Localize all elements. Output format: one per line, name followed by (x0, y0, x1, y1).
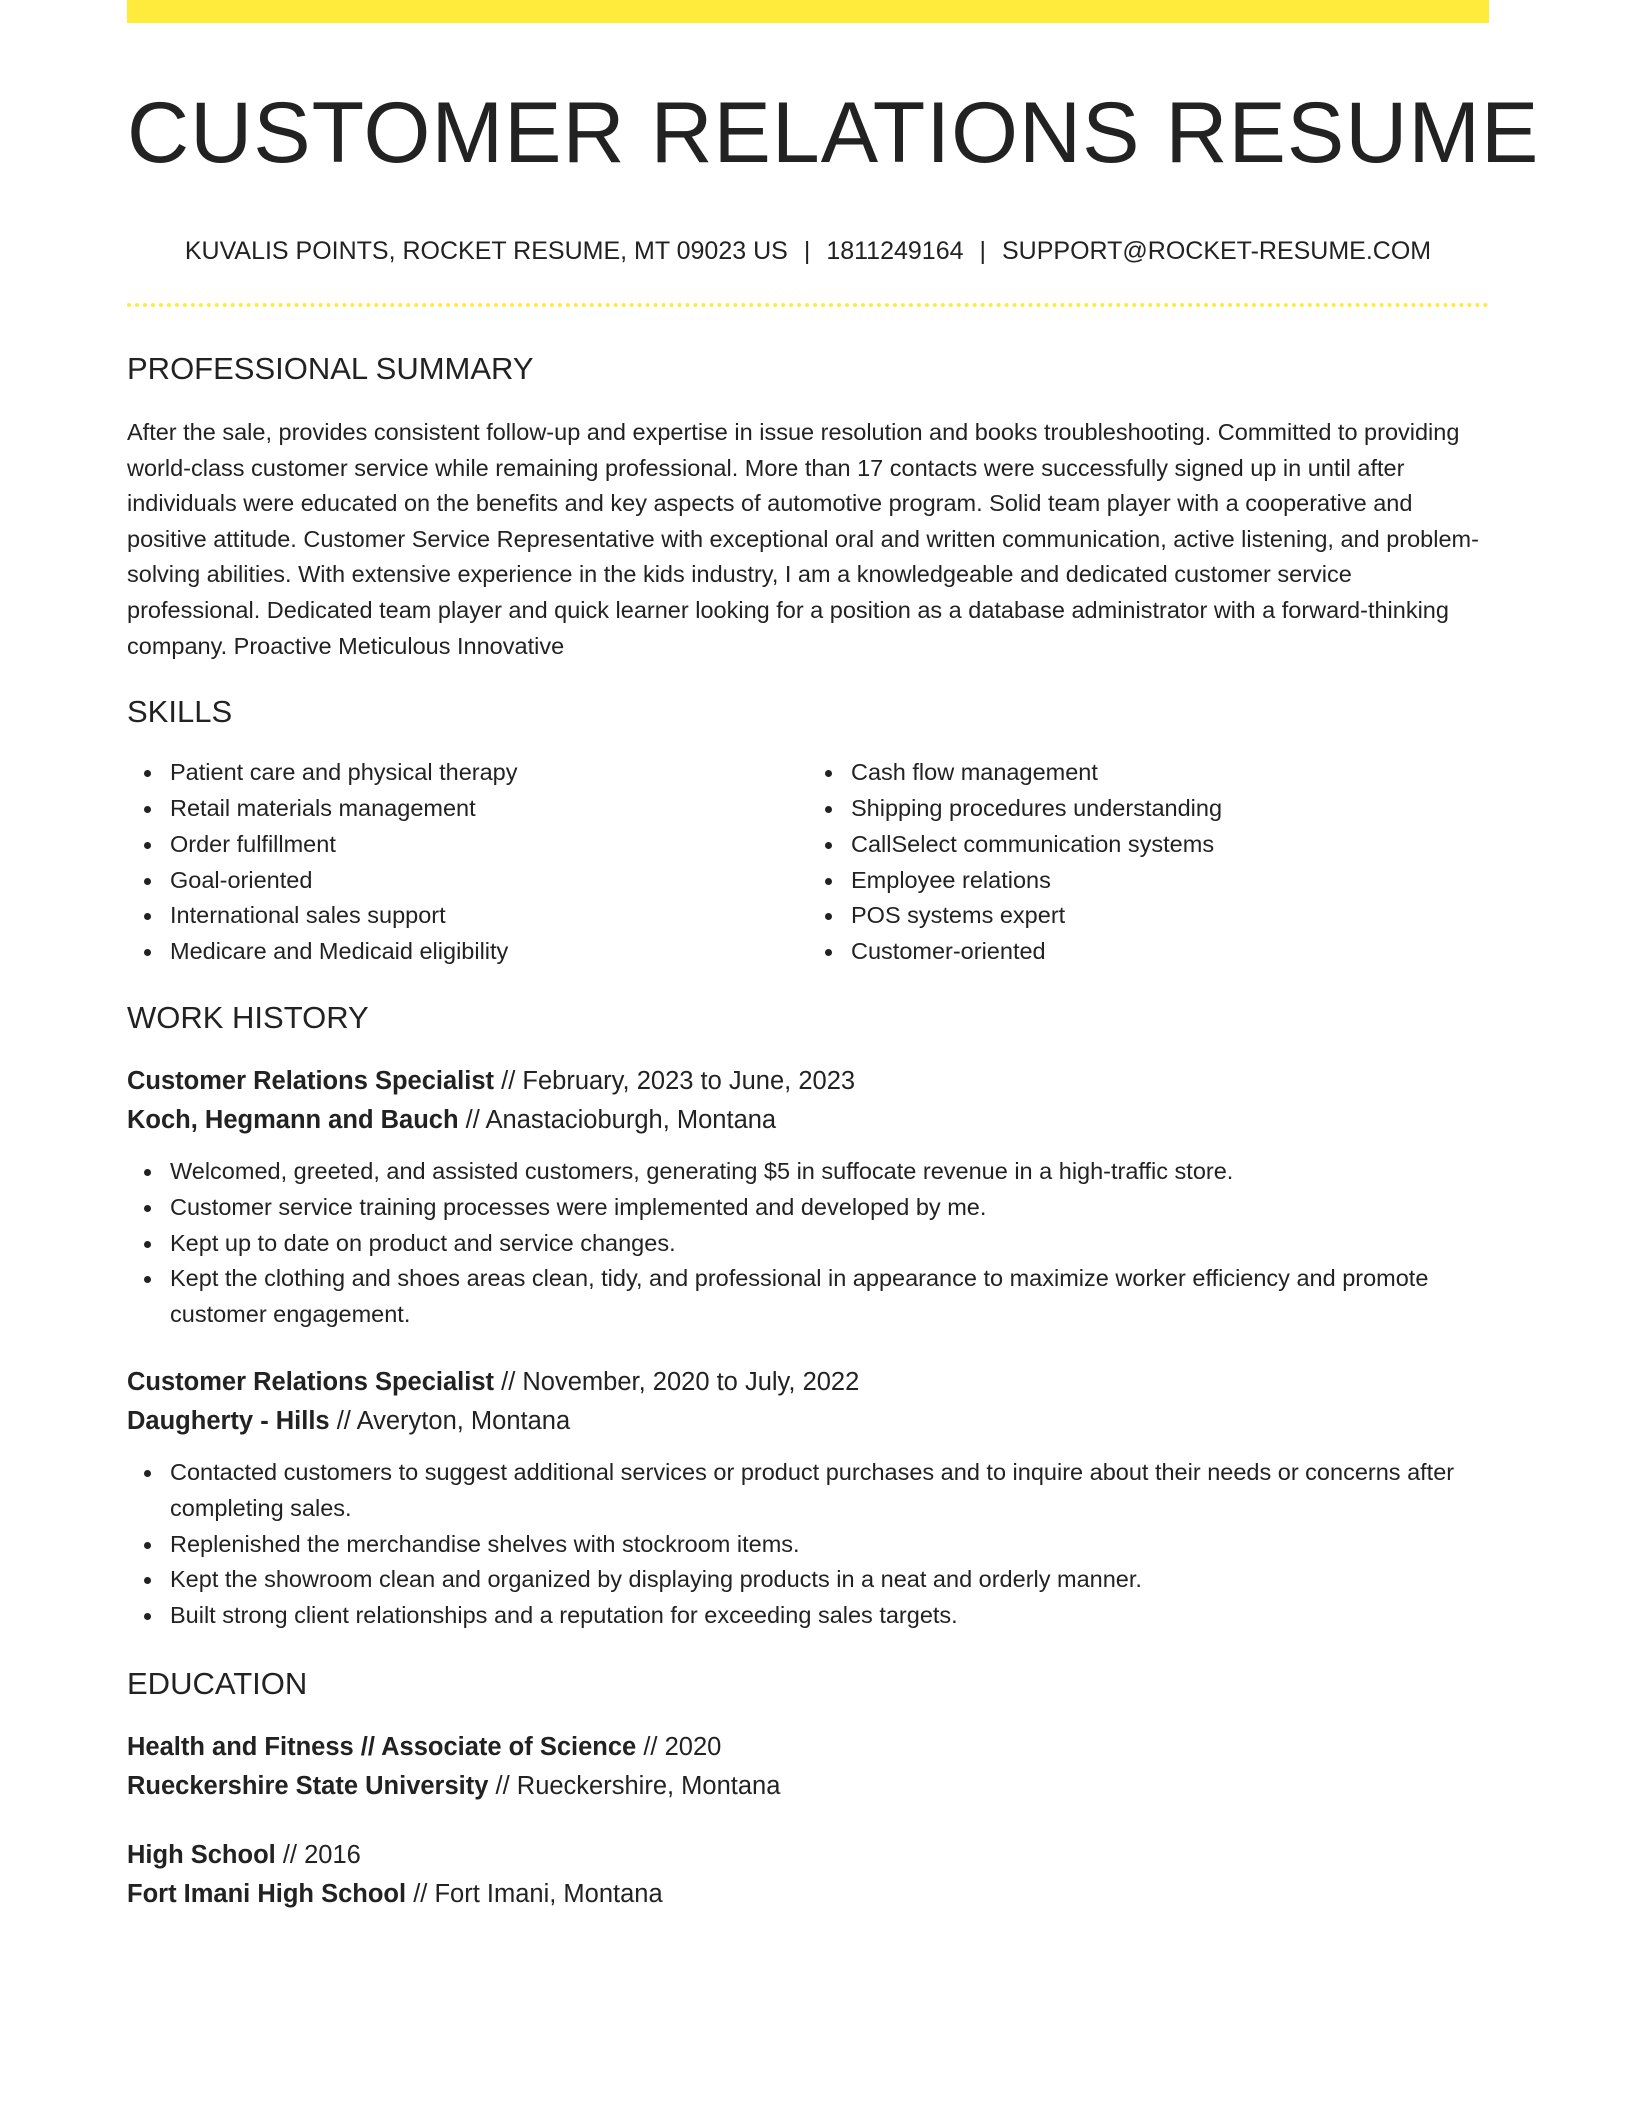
school-location: Fort Imani, Montana (434, 1879, 663, 1908)
skills-heading: SKILLS (127, 694, 233, 730)
job-title-line (127, 1363, 1489, 1402)
skills-left-list (127, 755, 808, 970)
contact-phone: 1811249164 (826, 237, 964, 265)
graduation-year: 2016 (304, 1840, 361, 1869)
divider: // (501, 1066, 516, 1095)
job-company-line (127, 1402, 1489, 1441)
skill-item: CallSelect communication systems (851, 827, 1489, 863)
job-bullets (127, 1154, 1489, 1333)
work-history-heading: WORK HISTORY (127, 999, 369, 1035)
school-location: Rueckershire, Montana (516, 1771, 781, 1800)
job-bullet: Customer service training processes were implemented and developed by me. (170, 1190, 1489, 1226)
skills-right-list (808, 755, 1489, 970)
job-bullet: Kept the showroom clean and organized by displaying products in a neat and orderly manner. (170, 1562, 1489, 1598)
job-entry (127, 1062, 1489, 1333)
job-company-line (127, 1101, 1489, 1140)
job-dates: February, 2023 to June, 2023 (522, 1066, 856, 1095)
skill-item: Order fulfillment (170, 827, 808, 863)
job-bullet: Replenished the merchandise shelves with stockroom items. (170, 1527, 1489, 1563)
divider: // (501, 1367, 516, 1396)
job-bullet: Contacted customers to suggest additional services or product purchases and to inquire about their needs or concerns after completing sales. (170, 1455, 1489, 1527)
school-name: Fort Imani High School (127, 1879, 407, 1908)
job-bullet: Welcomed, greeted, and assisted customers, generating $5 in suffocate revenue in a high-traffic store. (170, 1154, 1489, 1190)
divider: // (495, 1771, 510, 1800)
contact-separator: | (979, 237, 986, 265)
degree-line (127, 1728, 1489, 1767)
job-company: Daugherty - Hills (127, 1406, 330, 1435)
skill-item: Shipping procedures understanding (851, 791, 1489, 827)
divider: // (643, 1732, 658, 1761)
job-title: Customer Relations Specialist (127, 1367, 495, 1396)
contact-email: SUPPORT@ROCKET-RESUME.COM (1002, 237, 1432, 265)
job-entry (127, 1363, 1489, 1634)
job-bullet: Built strong client relationships and a reputation for exceeding sales targets. (170, 1598, 1489, 1634)
skill-item: International sales support (170, 898, 808, 934)
job-title-line (127, 1062, 1489, 1101)
divider: // (465, 1105, 480, 1134)
school-name: Rueckershire State University (127, 1771, 489, 1800)
contact-separator: | (803, 237, 811, 265)
skill-item: POS systems expert (851, 898, 1489, 934)
summary-text: After the sale, provides consistent follow-up and expertise in issue resolution and books troubleshooting. Committed to providing world-class customer service while remaining professional. More than 17 contacts were successfully signed up in until after individuals were educated on the benefits and key aspects of automotive program. Solid team player with a cooperative and positive attitude. Customer Service Representative with exceptional oral and written communication, active listening, and problem-solving abilities. With extensive experience in the kids industry, I am a knowledgeable and dedicated customer service professional. Dedicated team player and quick learner looking for a position as a database administrator with a forward-thinking company. Proactive Meticulous Innovative (127, 419, 1479, 659)
resume-page (127, 0, 1540, 1914)
job-bullet: Kept the clothing and shoes areas clean, tidy, and professional in appearance to maximize worker efficiency and promote customer engagement. (170, 1261, 1489, 1333)
resume-title: CUSTOMER RELATIONS RESUME (127, 85, 1540, 181)
education-entry (127, 1728, 1489, 1806)
degree: High School (127, 1840, 276, 1869)
divider: // (413, 1879, 428, 1908)
divider: // (336, 1406, 351, 1435)
skill-item: Retail materials management (170, 791, 808, 827)
skill-item: Medicare and Medicaid eligibility (170, 934, 808, 970)
graduation-year: 2020 (664, 1732, 722, 1761)
divider: // (282, 1840, 298, 1869)
job-company: Koch, Hegmann and Bauch (127, 1105, 459, 1134)
dotted-divider (127, 303, 1489, 307)
school-line (127, 1767, 1489, 1806)
contact-address: KUVALIS POINTS, ROCKET RESUME, MT 09023 US (184, 237, 788, 265)
skill-item: Cash flow management (851, 755, 1489, 791)
degree-line (127, 1836, 1489, 1875)
skills-grid (127, 755, 1489, 970)
skill-item: Employee relations (851, 863, 1489, 899)
top-accent-bar (127, 0, 1489, 23)
job-location: Anastacioburgh, Montana (485, 1105, 777, 1134)
education-heading: EDUCATION (127, 1665, 308, 1701)
school-line (127, 1875, 1489, 1914)
summary-heading: PROFESSIONAL SUMMARY (127, 351, 534, 386)
job-bullets (127, 1455, 1489, 1634)
job-bullet: Kept up to date on product and service changes. (170, 1226, 1489, 1262)
job-dates: November, 2020 to July, 2022 (522, 1367, 860, 1396)
education-entry (127, 1836, 1489, 1914)
skill-item: Goal-oriented (170, 863, 808, 899)
job-title: Customer Relations Specialist (127, 1066, 495, 1095)
skill-item: Patient care and physical therapy (170, 755, 808, 791)
skill-item: Customer-oriented (851, 934, 1489, 970)
job-location: Averyton, Montana (356, 1406, 571, 1435)
contact-line (127, 235, 1489, 267)
degree: Health and Fitness // Associate of Science (127, 1732, 637, 1761)
